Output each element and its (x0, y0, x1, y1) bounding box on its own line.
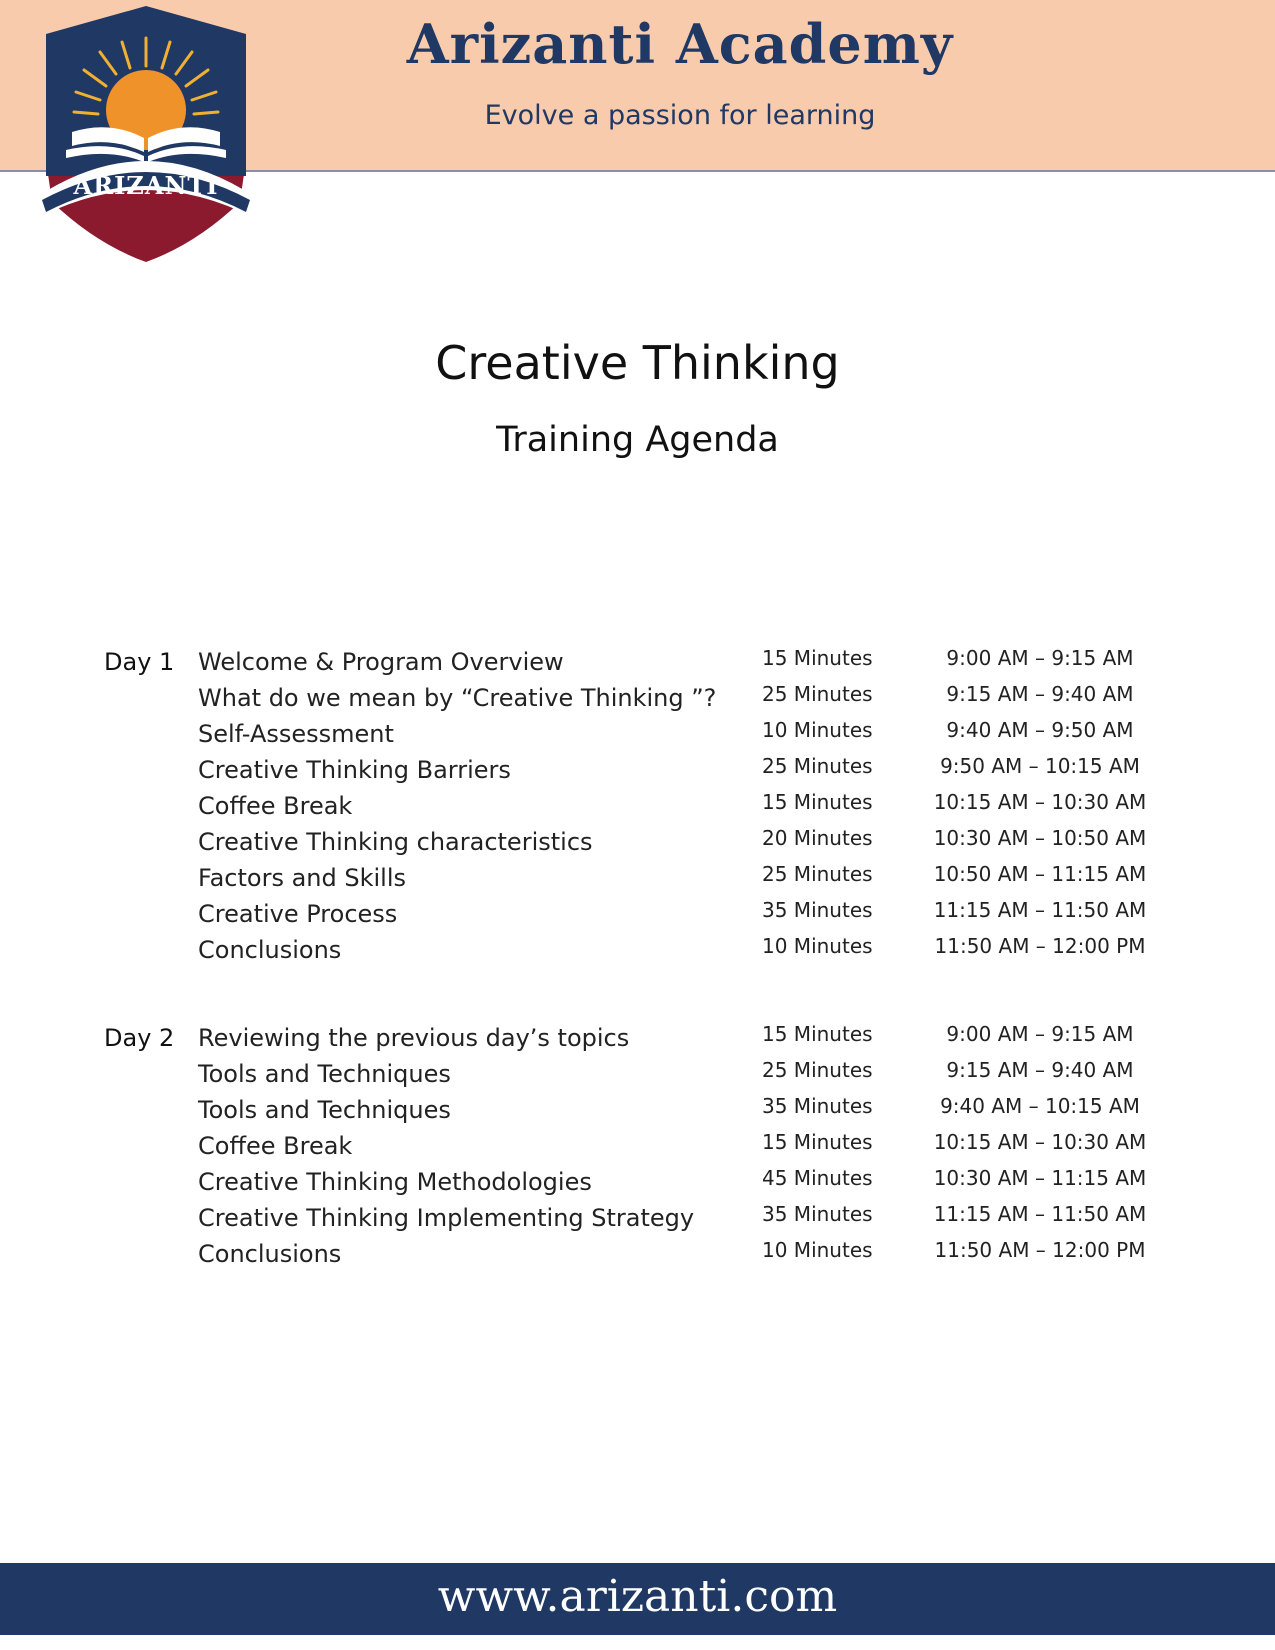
document-subtitle: Training Agenda (496, 420, 779, 460)
agenda-topic: Coffee Break (198, 792, 353, 820)
agenda-topic: Conclusions (198, 1240, 342, 1268)
agenda-time: 10:15 AM – 10:30 AM (933, 790, 1147, 814)
agenda-row (0, 1024, 1275, 1060)
agenda-duration: 25 Minutes (762, 862, 873, 886)
agenda-duration: 10 Minutes (762, 1238, 873, 1262)
agenda-duration: 10 Minutes (762, 718, 873, 742)
agenda-topic: Self-Assessment (198, 720, 394, 748)
agenda-row (0, 1204, 1275, 1240)
agenda-topic: Reviewing the previous day’s topics (198, 1024, 630, 1052)
agenda-row (0, 1132, 1275, 1168)
agenda-time: 10:30 AM – 10:50 AM (933, 826, 1147, 850)
agenda-row (0, 1168, 1275, 1204)
agenda-topic: Conclusions (198, 936, 342, 964)
agenda-topic: Creative Thinking Implementing Strategy (198, 1204, 695, 1232)
agenda-topic: Creative Thinking Methodologies (198, 1168, 592, 1196)
svg-text:ARIZANTI: ARIZANTI (73, 171, 219, 200)
agenda-row (0, 720, 1275, 756)
agenda-time: 10:50 AM – 11:15 AM (933, 862, 1147, 886)
agenda-topic: Welcome & Program Overview (198, 648, 564, 676)
agenda-row (0, 900, 1275, 936)
academy-name: Arizanti Academy (406, 12, 954, 76)
agenda-time: 10:30 AM – 11:15 AM (933, 1166, 1147, 1190)
agenda-duration: 15 Minutes (762, 646, 873, 670)
agenda-time: 9:00 AM – 9:15 AM (946, 1022, 1134, 1046)
agenda-row (0, 648, 1275, 684)
agenda-time: 9:50 AM – 10:15 AM (940, 754, 1140, 778)
agenda-row (0, 864, 1275, 900)
agenda-row (0, 756, 1275, 792)
academy-logo (26, 4, 266, 266)
agenda-row (0, 936, 1275, 972)
agenda-duration: 25 Minutes (762, 682, 873, 706)
agenda-topic: Factors and Skills (198, 864, 407, 892)
day-label: Day 1 (104, 648, 175, 676)
agenda-duration: 35 Minutes (762, 1202, 873, 1226)
agenda-topic: Tools and Techniques (198, 1060, 451, 1088)
agenda-time: 9:15 AM – 9:40 AM (946, 1058, 1134, 1082)
agenda-duration: 15 Minutes (762, 1130, 873, 1154)
agenda-topic: Tools and Techniques (198, 1096, 451, 1124)
agenda-time: 11:15 AM – 11:50 AM (933, 1202, 1147, 1226)
tagline: Evolve a passion for learning (484, 100, 876, 131)
agenda-duration: 15 Minutes (762, 790, 873, 814)
agenda-time: 9:40 AM – 10:15 AM (940, 1094, 1140, 1118)
agenda-time: 9:40 AM – 9:50 AM (946, 718, 1134, 742)
agenda-duration: 25 Minutes (762, 1058, 873, 1082)
agenda-row (0, 792, 1275, 828)
agenda-duration: 20 Minutes (762, 826, 873, 850)
agenda-topic: Creative Thinking characteristics (198, 828, 593, 856)
agenda-topic: Creative Process (198, 900, 398, 928)
agenda-duration: 45 Minutes (762, 1166, 873, 1190)
agenda-time: 11:50 AM – 12:00 PM (934, 934, 1146, 958)
agenda-duration: 35 Minutes (762, 1094, 873, 1118)
agenda-time: 10:15 AM – 10:30 AM (933, 1130, 1147, 1154)
footer-band (0, 1563, 1275, 1635)
agenda-topic: What do we mean by “Creative Thinking ”? (198, 684, 717, 712)
agenda-row (0, 1096, 1275, 1132)
agenda-row (0, 828, 1275, 864)
agenda-row (0, 1060, 1275, 1096)
agenda-duration: 25 Minutes (762, 754, 873, 778)
agenda-duration: 15 Minutes (762, 1022, 873, 1046)
agenda-topic: Creative Thinking Barriers (198, 756, 511, 784)
website-link[interactable]: www.arizanti.com (437, 1571, 838, 1622)
agenda-time: 11:15 AM – 11:50 AM (933, 898, 1147, 922)
document-title: Creative Thinking (435, 336, 840, 390)
agenda-row (0, 1240, 1275, 1276)
agenda-time: 11:50 AM – 12:00 PM (934, 1238, 1146, 1262)
agenda-topic: Coffee Break (198, 1132, 353, 1160)
agenda-duration: 35 Minutes (762, 898, 873, 922)
day-label: Day 2 (104, 1024, 175, 1052)
agenda-row (0, 684, 1275, 720)
agenda-duration: 10 Minutes (762, 934, 873, 958)
agenda-time: 9:15 AM – 9:40 AM (946, 682, 1134, 706)
agenda-time: 9:00 AM – 9:15 AM (946, 646, 1134, 670)
